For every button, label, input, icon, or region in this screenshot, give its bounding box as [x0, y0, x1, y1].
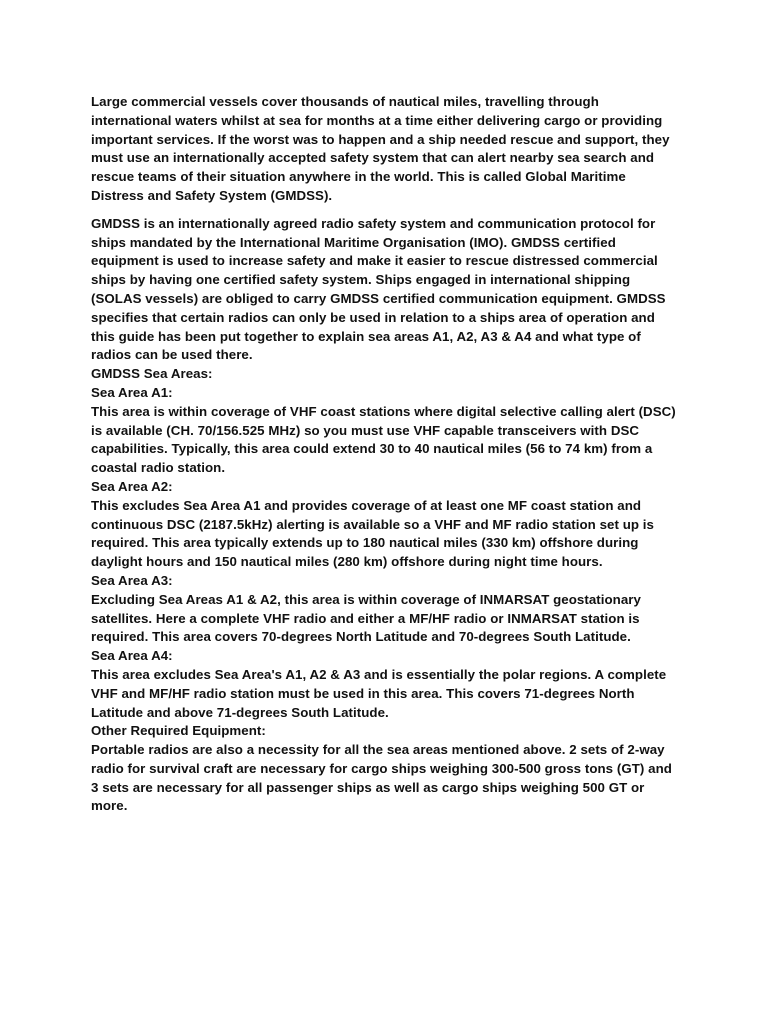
gmdss-paragraph: GMDSS is an internationally agreed radio safety system and communication protocol for ships mandated by the International Maritime Organisation (IMO). GMDSS certified equipment is used to increase safety and make it easier to rescue distressed commercial ships by having one certified safety system. Ships engaged in international shipping (SOLAS vessels) are obliged to carry GMDSS certified communication equipment. GMDSS specifies that certain radios can only be used in relation to a ships area of operation and this guide has been put together to explain sea areas A1, A2, A3 & A4 and what type of radios can be used there.: [91, 215, 666, 363]
section-a1-body: This area is within coverage of VHF coast stations where digital selective calling alert (DSC) is available (CH. 70/156.525 MHz) so you must use VHF capable transceivers with DSC capabilities. Typically, this area could extend 30 to 40 nautical miles (56 to 74 km) from a coastal radio station.: [91, 403, 676, 476]
section-a3-heading: Sea Area A3:: [91, 572, 173, 588]
document-page: [91, 93, 677, 816]
sections-title: GMDSS Sea Areas:: [91, 366, 213, 382]
section-a1-heading: Sea Area A1:: [91, 384, 173, 400]
section-a4-heading: Sea Area A4:: [91, 648, 173, 664]
intro-paragraph: Large commercial vessels cover thousands of nautical miles, travelling through international waters whilst at sea for months at a time either delivering cargo or providing important services. If the worst was to happen and a ship needed rescue and support, they must use an internationally accepted safety system that can alert nearby sea search and rescue teams of their situation anywhere in the world. This is called Global Maritime Distress and Safety System (GMDSS).: [91, 94, 670, 203]
section-other-equipment-heading: Other Required Equipment:: [91, 723, 266, 739]
section-a2-body: This excludes Sea Area A1 and provides coverage of at least one MF coast station and continuous DSC (2187.5kHz) alerting is available so a VHF and MF radio station set up is required. This area typically extends up to 180 nautical miles (330 km) offshore during daylight hours and 150 nautical miles (280 km) offshore during night time hours.: [91, 497, 654, 570]
section-a3-body: Excluding Sea Areas A1 & A2, this area is within coverage of INMARSAT geostationary satellites. Here a complete VHF radio and either a MF/HF radio or INMARSAT station is required. This area covers 70-degrees North Latitude and 70-degrees South Latitude.: [91, 591, 641, 645]
section-other-equipment-body: Portable radios are also a necessity for all the sea areas mentioned above. 2 sets of 2-way radio for survival craft are necessary for cargo ships weighing 300-500 gross tons (GT) and 3 sets are necessary for all passenger ships as well as cargo ships weighing 500 GT or more.: [91, 742, 672, 814]
section-a2-heading: Sea Area A2:: [91, 478, 173, 494]
section-a4-body: This area excludes Sea Area's A1, A2 & A3 and is essentially the polar regions. A complete VHF and MF/HF radio station must be used in this area. This covers 71-degrees North Latitude and above 71-degrees South Latitude.: [91, 666, 667, 720]
